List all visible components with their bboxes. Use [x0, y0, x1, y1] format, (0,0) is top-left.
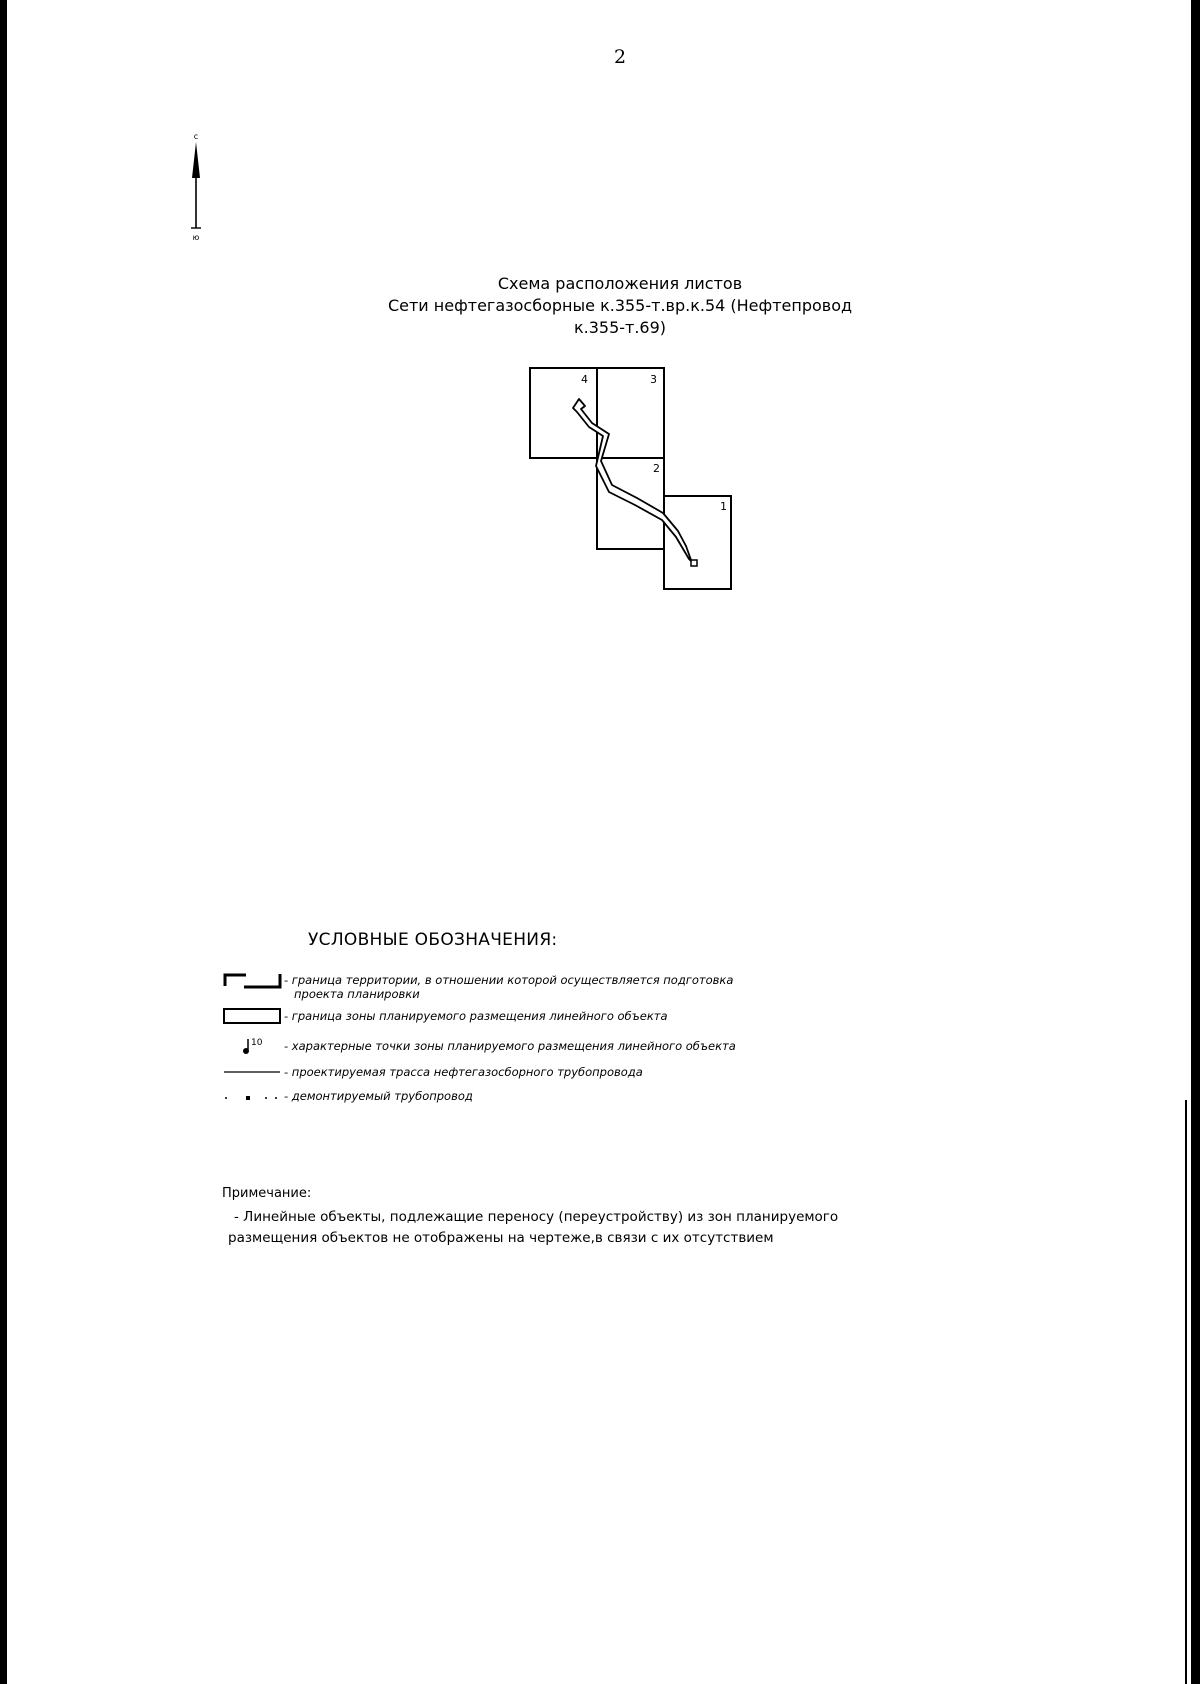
north-arrow-icon [186, 130, 206, 242]
point-marker-icon [222, 1036, 284, 1056]
note-line: - Линейные объекты, подлежащие переносу (переустройству) из зон планируемого [234, 1209, 839, 1225]
pipeline-end-marker [691, 560, 697, 566]
scan-edge-right-thin [1185, 1100, 1187, 1684]
sheet-number-2: 2 [653, 462, 660, 475]
scan-edge-right [1191, 0, 1200, 1684]
scheme-title-line: Схема расположения листов [497, 274, 743, 293]
sheet-layout-scheme [525, 365, 740, 593]
legend-text-line: - граница зоны планируемого размещения линейного объекта [284, 1009, 668, 1023]
pipeline-route [573, 399, 695, 565]
legend-item-text [284, 1089, 1024, 1103]
north-label: с [193, 132, 199, 141]
legend-heading: УСЛОВНЫЕ ОБОЗНАЧЕНИЯ: [308, 930, 558, 950]
scheme-title [380, 273, 860, 339]
note-line: размещения объектов не отображены на чертеже,в связи с их отсутствием [228, 1230, 774, 1246]
legend-text-line: - демонтируемый трубопровод [284, 1089, 473, 1103]
territory-boundary-icon [222, 970, 284, 990]
scan-edge-left [0, 0, 7, 1684]
designed-route-icon [222, 1062, 284, 1082]
note-heading: Примечание: [222, 1186, 312, 1201]
legend-text-line: - проектируемая трасса нефтегазосборного трубопровода [284, 1065, 643, 1079]
scheme-title-line: к.355-т.69) [573, 318, 667, 337]
zone-boundary-icon [222, 1006, 284, 1026]
page-number: 2 [613, 46, 627, 68]
legend-item-text [284, 1009, 1024, 1023]
legend-item-text [284, 973, 1024, 1001]
legend-text-line: - граница территории, в отношении которой осуществляется подготовка [284, 973, 734, 987]
legend-item-text [284, 1039, 1024, 1053]
note-text [228, 1207, 894, 1249]
dismantled-pipeline-icon [222, 1086, 284, 1106]
sheet-number-1: 1 [720, 500, 727, 513]
scheme-title-line: Сети нефтегазосборные к.355-т.вр.к.54 (Нефтепровод [387, 296, 853, 315]
south-label: ю [192, 233, 200, 242]
legend-text-line: - характерные точки зоны планируемого размещения линейного объекта [284, 1039, 736, 1053]
legend-item-text [284, 1065, 1024, 1079]
point-marker-label: 10 [251, 1038, 263, 1048]
legend-text-line: проекта планировки [294, 987, 420, 1001]
sheet-number-3: 3 [650, 373, 657, 386]
sheet-number-4: 4 [581, 373, 588, 386]
